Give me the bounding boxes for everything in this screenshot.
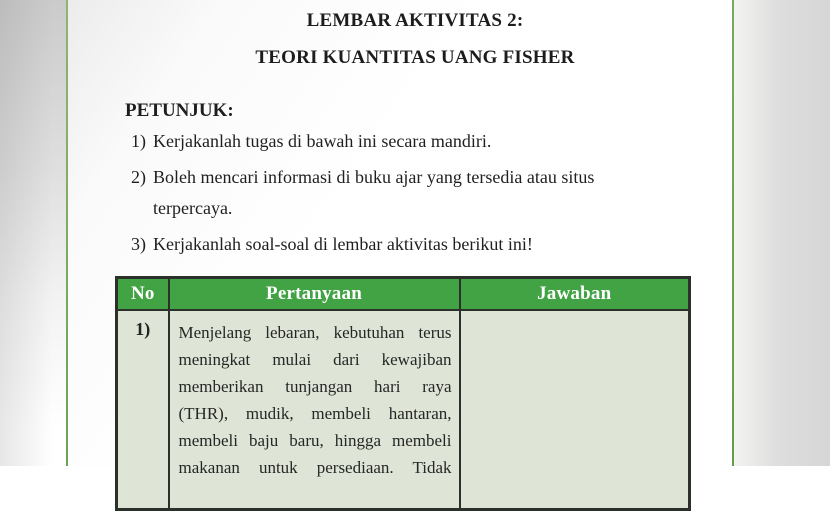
column-header-jawaban: Jawaban [460, 278, 690, 310]
page-left-shadow-margin [0, 0, 66, 466]
question-line: membeli baju baru, hingga membeli [178, 430, 452, 450]
question-line: Menjelang lebaran, kebutuhan terus [178, 322, 452, 342]
table-header-row [117, 278, 690, 310]
page-right-shadow-margin [734, 0, 830, 466]
instruction-number: 1) [131, 131, 146, 151]
worksheet-page [68, 0, 732, 477]
question-line: makanan untuk persediaan. Tidak [178, 457, 452, 477]
instruction-text-wrap: terpercaya. [153, 198, 233, 218]
question-line: meningkat mulai dari kewajiban [178, 349, 452, 369]
instruction-item-2 [125, 162, 690, 224]
table-row [117, 310, 690, 510]
activity-subtitle: TEORI KUANTITAS UANG FISHER [255, 47, 575, 68]
activity-title: LEMBAR AKTIVITAS 2: [306, 10, 524, 31]
activity-table [115, 276, 691, 511]
question-line: memberikan tunjangan hari raya [178, 376, 452, 396]
instruction-number: 3) [131, 234, 146, 254]
column-header-pertanyaan: Pertanyaan [169, 278, 460, 310]
title-block [125, 0, 705, 69]
answer-cell [460, 310, 690, 510]
instruction-text: Boleh mencari informasi di buku ajar yang tersedia atau situs [153, 167, 595, 187]
instructions-heading: PETUNJUK: [125, 100, 234, 121]
question-cell [169, 310, 460, 510]
instruction-item-1 [125, 126, 690, 157]
instruction-text: Kerjakanlah soal-soal di lembar aktivitas berikut ini! [153, 234, 533, 254]
instruction-list [125, 126, 690, 260]
question-line: (THR), mudik, membeli hantaran, [178, 403, 452, 423]
instructions-section [125, 99, 690, 260]
instruction-number: 2) [131, 167, 146, 187]
column-header-no: No [117, 278, 169, 310]
instruction-item-3 [125, 229, 690, 260]
instruction-text: Kerjakanlah tugas di bawah ini secara mandiri. [153, 131, 492, 151]
row-number-cell: 1) [117, 310, 169, 510]
